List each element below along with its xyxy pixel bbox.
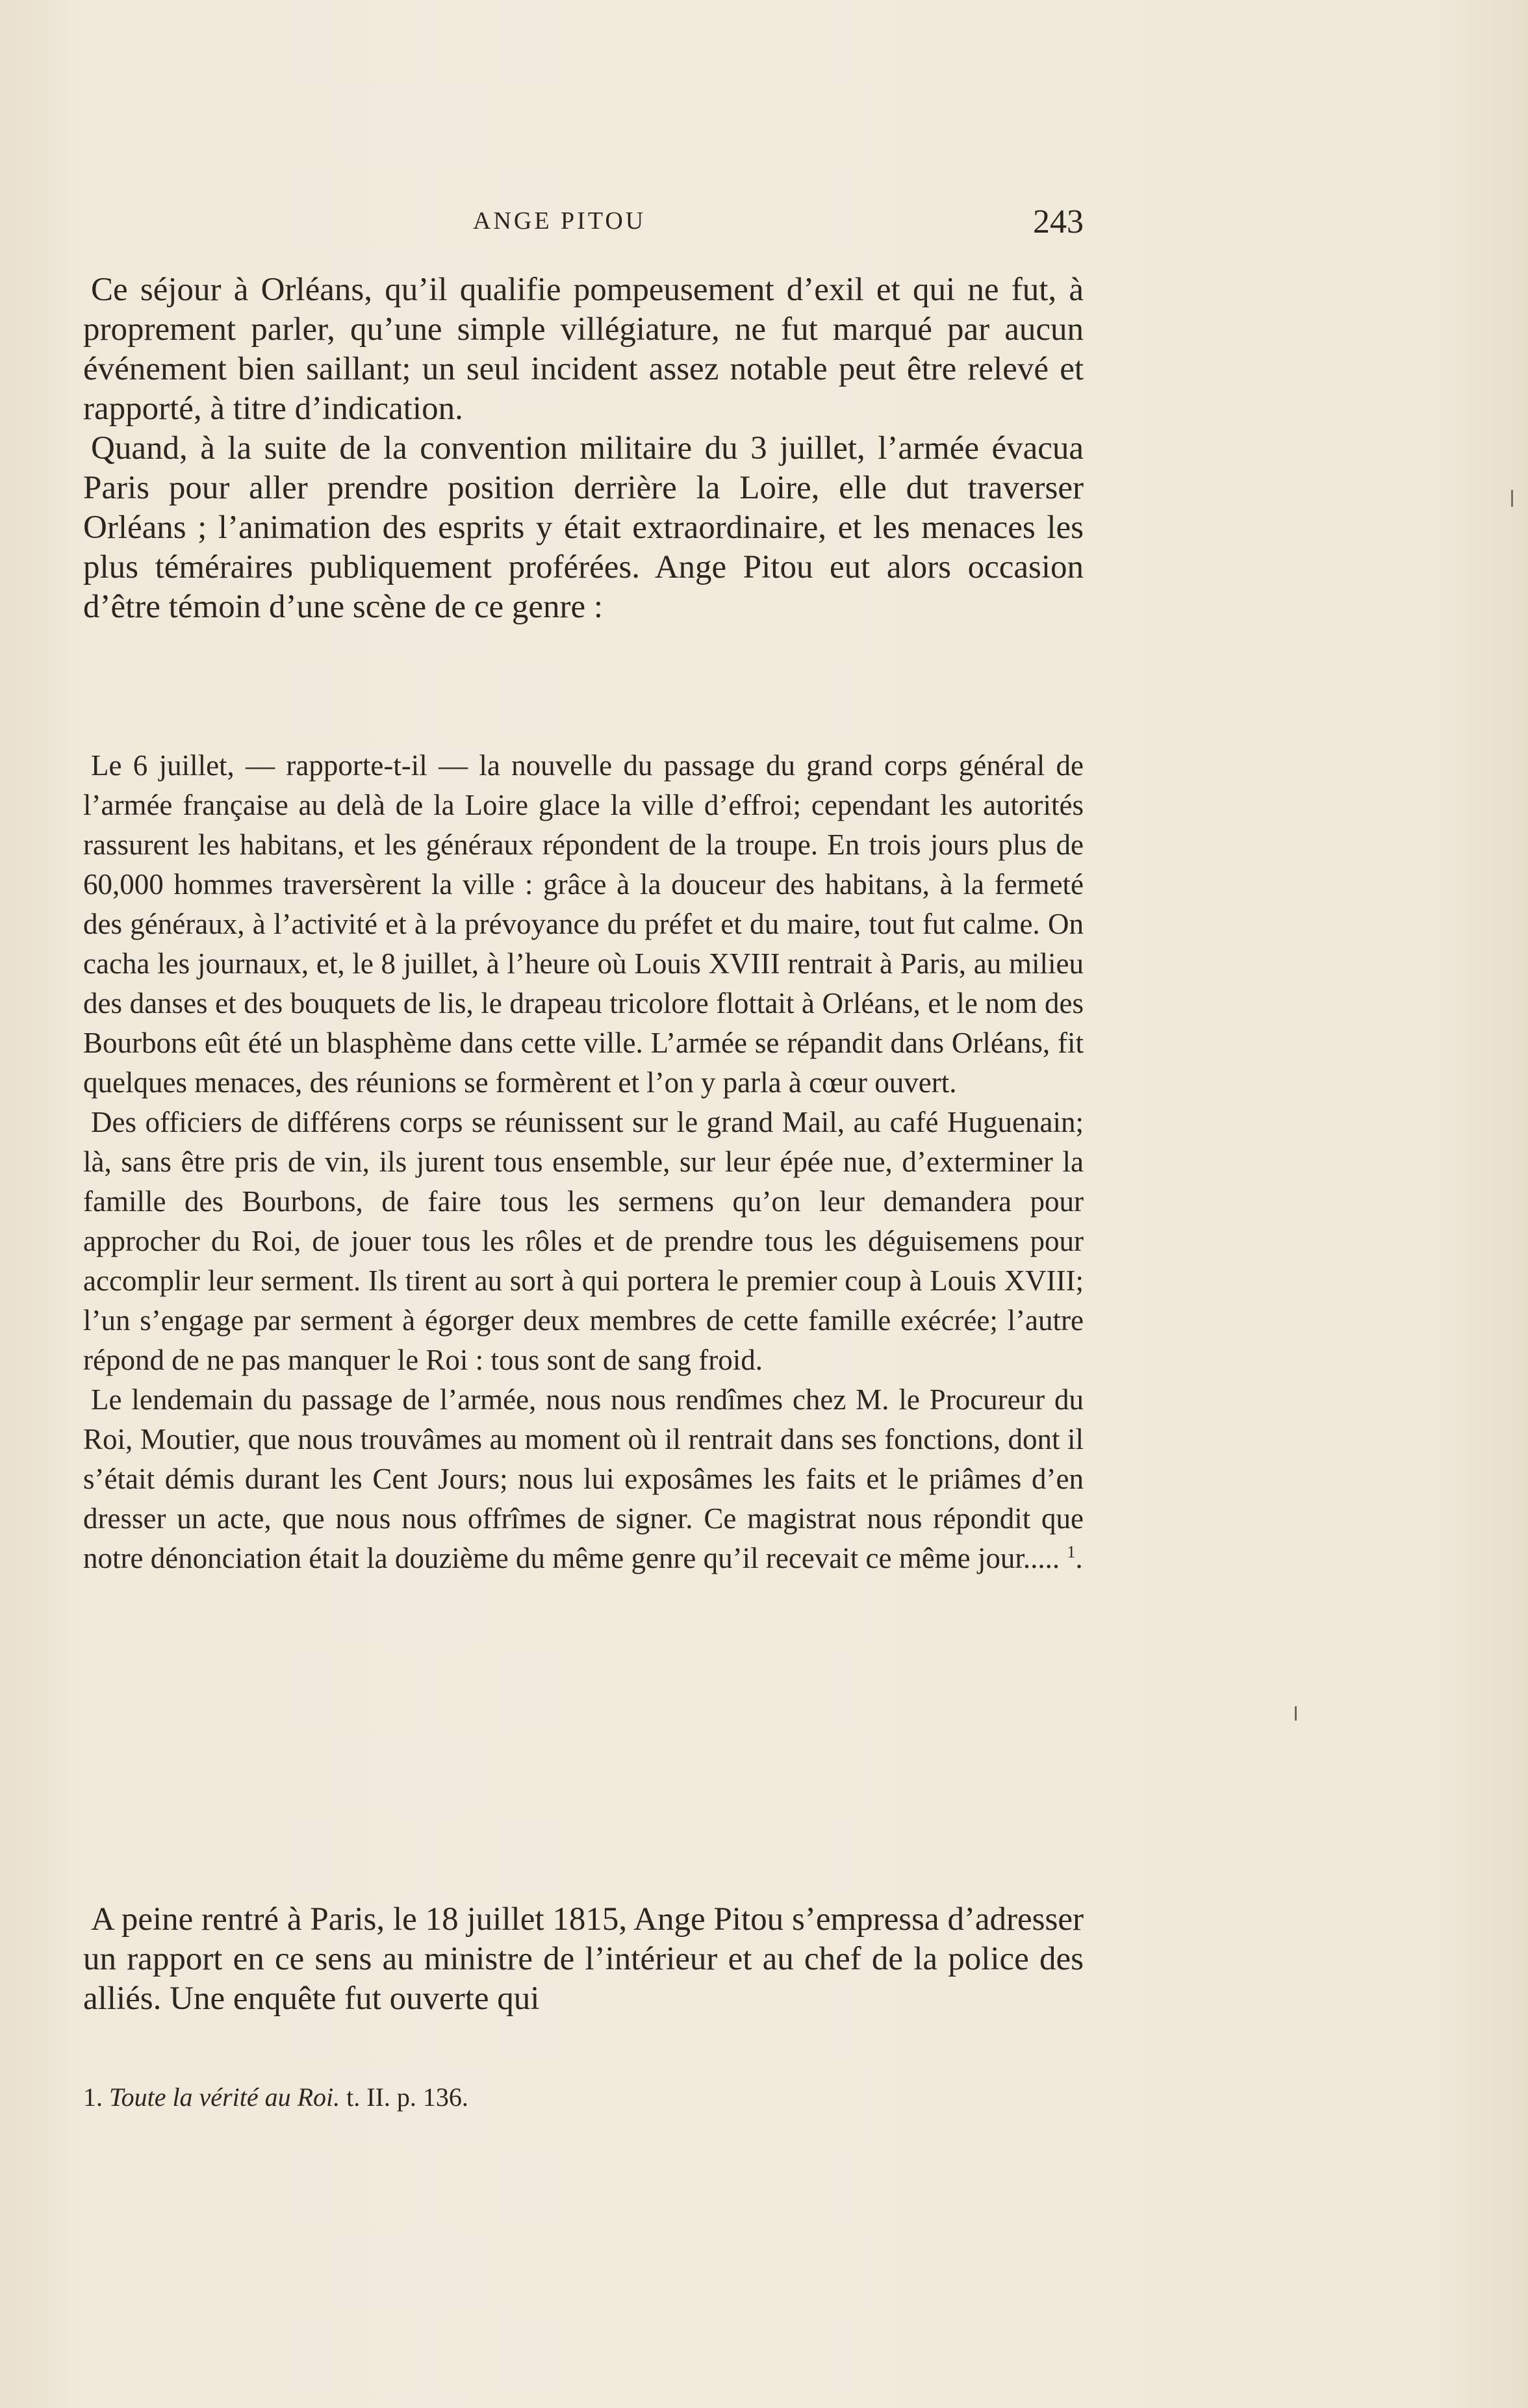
intro-text	[83, 270, 1084, 627]
closing-text	[83, 1900, 1084, 2019]
intro-paragraph-2: Quand, à la suite de la convention militaire du 3 juillet, l’armée évacua Paris pour aller prendre position derrière la Loire, elle dut traverser Orléans ; l’animation des esprits y était extraordinaire, et les menaces les plus téméraires publiquement proférées. Ange Pitou eut alors occasion d’être témoin d’une scène de ce genre :	[83, 430, 1084, 625]
running-title: ANGE PITOU	[473, 207, 646, 235]
quote-paragraph-3	[83, 1380, 1084, 1578]
quote-paragraph-3-text: Le lendemain du passage de l’armée, nous nous rendîmes chez M. le Procureur du Roi, Moutier, que nous trouvâmes au moment où il rentrait dans ses fonctions, dont il s’était démis durant les Cent Jours; nous lui exposâmes les faits et le priâmes d’en dresser un acte, que nous nous offrîmes de signer. Ce magistrat nous répondit que notre dénonciation était la douzième du même genre qu’il recevait ce même jour.....	[83, 1383, 1084, 1574]
quote-paragraph-2: Des officiers de différens corps se réunissent sur le grand Mail, au café Huguenain; là, sans être pris de vin, ils jurent tous ensemble, sur leur épée nue, d’exterminer la famille des Bourbons, de faire tous les sermens qu’on leur demandera pour approcher du Roi, de jouer tous les rôles et de prendre tous les déguisemens pour accomplir leur serment. Ils tirent au sort à qui portera le premier coup à Louis XVIII; l’un s’engage par serment à égorger deux membres de cette famille exécrée; l’autre répond de ne pas manquer le Roi : tous sont de sang froid.	[83, 1106, 1084, 1376]
footnote-title: Toute la vérité au Roi.	[109, 2082, 340, 2112]
page-number: 243	[1033, 203, 1084, 240]
footnote-reference: 1	[1067, 1543, 1076, 1561]
edge-mark	[1511, 490, 1513, 507]
quote-paragraph-1: Le 6 juillet, — rapporte-t-il — la nouvelle du passage du grand corps général de l’armée française au delà de la Loire glace la ville d’effroi; cependant les autorités rassurent les habitans, et les généraux répondent de la troupe. En trois jours plus de 60,000 hommes traversèrent la ville : grâce à la douceur des habitans, à la fermeté des généraux, à l’activité et à la prévoyance du préfet et du maire, tout fut calme. On cacha les journaux, et, le 8 juillet, à l’heure où Louis XVIII rentrait à Paris, au milieu des danses et des bouquets de lis, le drapeau tricolore flottait à Orléans, et le nom des Bourbons eût été un blasphème dans cette ville. L’armée se répandit dans Orléans, fit quelques menaces, des réunions se formèrent et l’on y parla à cœur ouvert.	[83, 749, 1084, 1099]
quoted-passage	[83, 746, 1084, 1578]
intro-paragraph-1: Ce séjour à Orléans, qu’il qualifie pompeusement d’exil et qui ne fut, à proprement parler, qu’une simple villégiature, ne fut marqué par aucun événement bien saillant; un seul incident assez notable peut être relevé et rapporté, à titre d’indication.	[83, 272, 1084, 427]
page-header	[83, 203, 1084, 246]
quote-end-punctuation: .	[1075, 1542, 1083, 1574]
margin-mark	[1295, 1706, 1297, 1721]
footnote-number: 1.	[83, 2082, 103, 2112]
footnote-reference-text: t. II. p. 136.	[346, 2082, 468, 2112]
footnote	[83, 2082, 468, 2112]
closing-paragraph: A peine rentré à Paris, le 18 juillet 1815, Ange Pitou s’empressa d’adresser un rapport en ce sens au ministre de l’intérieur et au chef de la police des alliés. Une enquête fut ouverte qui	[83, 1901, 1084, 2017]
